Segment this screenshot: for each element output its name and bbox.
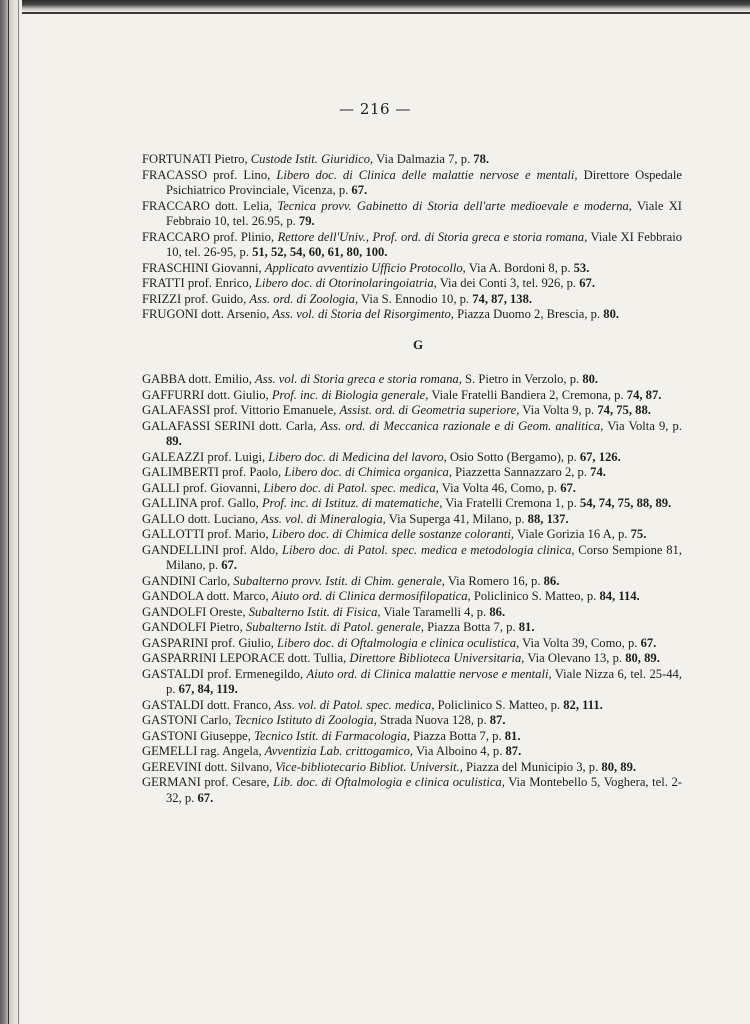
directory-entry (142, 388, 682, 404)
directory-entry (142, 152, 682, 168)
entry-pages: 75. (630, 527, 647, 541)
directory-entry (142, 620, 682, 636)
entry-name: GANDOLA dott. Marco, (142, 589, 269, 603)
entry-pages: 86. (489, 604, 506, 619)
entry-name: GASTONI Carlo, (142, 713, 232, 727)
entry-pages: 87. (505, 744, 522, 758)
entry-name: FRUGONI dott. Arsenio, (142, 307, 270, 321)
entry-address: Viale Gorizia 16 A, p. (514, 527, 631, 541)
directory-entry (142, 199, 682, 230)
entry-address: Via Volta 46, Como, p. (438, 480, 561, 495)
directory-entry (142, 496, 682, 512)
entry-role: Libero doc. di Patol. spec. medica e metodologia clinica, (281, 542, 575, 557)
directory-entry (142, 698, 682, 714)
entry-role: Libero doc. di Clinica delle malattie nervose e mentali, (276, 167, 578, 182)
directory-entry (142, 230, 682, 261)
entry-address: Via Fratelli Cremona 1, p. (442, 496, 580, 510)
entry-role: Prof. inc. di Biologia generale, (271, 387, 429, 402)
entry-role: Ass. vol. di Storia del Risorgimento, (272, 307, 454, 321)
entry-role: Ass. ord. di Meccanica razionale e di Geom. analitica, (320, 418, 604, 433)
entry-name: FORTUNATI Pietro, (142, 152, 248, 166)
entry-role: Lib. doc. di Oftalmologia e clinica oculistica, (273, 775, 505, 789)
entry-pages: 67. (560, 480, 576, 495)
entry-role: Libero doc. di Otorinolaringoiatria, (254, 276, 437, 290)
entry-role: Aiuto ord. di Clinica malattie nervose e mentali, (306, 666, 552, 681)
entry-address: Viale Nizza 6, tel. 25-44, p. (166, 666, 683, 696)
entry-role: Libero doc. di Oftalmologia e clinica oculistica, (276, 635, 520, 650)
entry-pages: 67, 84, 119. (178, 682, 238, 696)
directory-entry (142, 168, 682, 199)
directory-entry (142, 527, 682, 543)
entry-name: FRIZZI prof. Guido, (142, 291, 247, 306)
directory-entry (142, 729, 682, 745)
scan-top-edge (0, 0, 750, 12)
directory-entry (142, 543, 682, 574)
entry-pages: 87. (489, 713, 506, 727)
entry-pages: 67, 126. (579, 449, 621, 464)
entry-pages: 54, 74, 75, 88, 89. (579, 496, 672, 510)
entry-address: Viale XI Febbraio 10, tel. 26-95, p. (166, 229, 682, 259)
entry-role: Libero doc. di Patol. spec. medica, (263, 480, 439, 495)
entry-pages: 86. (543, 573, 560, 588)
entry-role: Libero doc. di Chimica organica, (284, 465, 453, 479)
section-letter-g: G (412, 336, 424, 352)
entry-pages: 74, 87. (626, 387, 662, 402)
entry-pages: 81. (504, 728, 521, 743)
entry-name: GALEAZZI prof. Luigi, (142, 449, 266, 464)
entry-address: Via Superga 41, Milano, p. (385, 511, 528, 526)
entry-address: Via Volta 9, p. (603, 418, 682, 433)
entry-role: Ass. ord. di Zoologia, (249, 291, 359, 306)
directory-entry (142, 481, 682, 497)
entry-name: GALIMBERTI prof. Paolo, (142, 465, 282, 479)
entry-name: GANDINI Carlo, (142, 573, 231, 588)
entry-address: Via Romero 16, p. (444, 573, 544, 588)
entry-pages: 89. (166, 434, 182, 448)
entry-role: Subalterno provv. Istit. di Chim. generale, (233, 573, 445, 588)
scan-top-rule (18, 12, 750, 14)
directory-entry (142, 605, 682, 621)
directory-entry (142, 744, 682, 760)
entry-name: GALAFASSI SERINI dott. Carla, (142, 418, 317, 433)
entry-address: Piazza del Municipio 3, p. (462, 759, 602, 774)
entry-pages: 67. (640, 635, 657, 650)
entry-address: Via Alboino 4, p. (413, 744, 506, 758)
entry-role: Libero doc. di Chimica delle sostanze coloranti, (271, 527, 515, 541)
directory-entry (142, 589, 682, 605)
entry-address: S. Pietro in Verzolo, p. (461, 372, 583, 386)
directory-entry (142, 636, 682, 652)
entry-pages: 84, 114. (599, 589, 640, 603)
entry-pages: 78. (473, 152, 490, 166)
entry-address: Via dei Conti 3, tel. 926, p. (436, 276, 580, 290)
entry-address: Viale XI Febbraio 10, tel. 26.95, p. (166, 198, 682, 228)
entry-role: Libero doc. di Medicina del lavoro, (268, 449, 447, 464)
entry-address: Policlinico S. Matteo, p. (434, 697, 564, 712)
directory-entry (142, 276, 682, 292)
entry-role: Aiuto ord. di Clinica dermosifilopatica, (271, 589, 471, 603)
entry-name: FRACASSO prof. Lino, (142, 167, 271, 182)
entry-name: FRASCHINI Giovanni, (142, 260, 262, 275)
entry-name: GERMANI prof. Cesare, (142, 775, 270, 789)
entry-pages: 67. (351, 183, 368, 197)
entry-role: Ass. vol. di Mineralogia, (261, 511, 386, 526)
entry-name: GANDOLFI Pietro, (142, 620, 243, 634)
entry-address: Osio Sotto (Bergamo), p. (446, 449, 580, 464)
entry-name: GANDELLINI prof. Aldo, (142, 542, 279, 557)
entry-role: Tecnico Istituto di Zoologia, (234, 713, 377, 727)
directory-entry (142, 403, 682, 419)
entry-pages: 67. (579, 276, 595, 290)
entry-address: Corso Sempione 81, Milano, p. (166, 542, 682, 572)
entry-name: FRACCARO prof. Plinio, (142, 229, 275, 244)
entry-name: FRATTI prof. Enrico, (142, 276, 252, 290)
entry-pages: 51, 52, 54, 60, 61, 80, 100. (252, 245, 388, 259)
entry-role: Tecnico Istit. di Farmacologia, (254, 728, 410, 743)
directory-entry (142, 450, 682, 466)
entry-name: GASTALDI prof. Ermenegildo, (142, 666, 304, 681)
entry-pages: 80, 89. (625, 651, 660, 665)
entry-name: GASPARINI prof. Giulio, (142, 635, 274, 650)
section-f (142, 152, 682, 323)
entry-role: Ass. vol. di Patol. spec. medica, (274, 697, 435, 712)
directory-entry (142, 419, 682, 450)
entry-name: GALLINA prof. Gallo, (142, 496, 259, 510)
directory-entry (142, 261, 682, 277)
entry-role: Avventizia Lab. crittogamico, (264, 744, 414, 758)
entry-pages: 53. (573, 260, 590, 275)
entry-pages: 79. (298, 214, 315, 228)
entry-name: GALAFASSI prof. Vittorio Emanuele, (142, 403, 337, 417)
entry-role: Subalterno Istit. di Fisica, (248, 604, 381, 619)
entry-name: GANDOLFI Oreste, (142, 604, 246, 619)
entry-address: Via S. Ennodio 10, p. (358, 291, 473, 306)
entry-role: Custode Istit. Giuridico, (250, 152, 374, 166)
directory-entry (142, 372, 682, 388)
entry-address: Via Volta 39, Como, p. (519, 635, 641, 650)
directory-entry (142, 713, 682, 729)
page-number: — 216 — (339, 100, 411, 118)
directory-entry (142, 667, 682, 698)
directory-entry (142, 465, 682, 481)
entry-name: GALLO dott. Luciano, (142, 511, 259, 526)
entry-pages: 74, 87, 138. (472, 291, 533, 306)
entry-role: Direttore Biblioteca Universitaria, (349, 651, 525, 665)
entry-name: GAFFURRI dott. Giulio, (142, 387, 269, 402)
entry-address: Piazza Botta 7, p. (423, 620, 519, 634)
directory-entry (142, 512, 682, 528)
entry-name: GALLI prof. Giovanni, (142, 480, 261, 495)
entry-pages: 74. (590, 465, 606, 479)
entry-address: Piazza Duomo 2, Brescia, p. (453, 307, 604, 321)
entry-pages: 80. (603, 307, 620, 321)
entry-pages: 82, 111. (563, 697, 603, 712)
directory-entry (142, 651, 682, 667)
entry-role: Rettore dell'Univ., Prof. ord. di Storia greca e storia romana, (277, 229, 588, 244)
entry-pages: 80, 89. (601, 759, 637, 774)
entry-name: GEMELLI rag. Angela, (142, 744, 262, 758)
directory-entry (142, 760, 682, 776)
entry-address: Via Montebello 5, Voghera, tel. 2-32, p. (166, 775, 682, 805)
entry-pages: 74, 75, 88. (597, 403, 651, 417)
entry-pages: 80. (582, 372, 599, 386)
entry-pages: 67. (197, 790, 214, 805)
entry-address: Via A. Bordoni 8, p. (465, 260, 574, 275)
scan-binding-line-inner (18, 0, 19, 1024)
directory-entry (142, 307, 682, 323)
entry-address: Viale Fratelli Bandiera 2, Cremona, p. (428, 387, 627, 402)
directory-entry (142, 574, 682, 590)
entry-pages: 67. (221, 558, 238, 572)
entry-address: Piazzetta Sannazzaro 2, p. (452, 465, 591, 479)
entry-name: GALLOTTI prof. Mario, (142, 527, 269, 541)
entry-address: Policlinico S. Matteo, p. (470, 589, 600, 603)
entry-pages: 81. (518, 620, 535, 634)
directory-entry (142, 775, 682, 806)
entry-role: Ass. vol. di Storia greca e storia romana, (255, 372, 462, 386)
entry-role: Prof. inc. di Istituz. di matematiche, (261, 496, 443, 510)
entry-address: Viale Taramelli 4, p. (380, 604, 490, 619)
entry-name: GEREVINI dott. Silvano, (142, 759, 273, 774)
entry-role: Subalterno Istit. di Patol. generale, (245, 620, 424, 634)
entry-name: GASPARRINI LEPORACE dott. Tullia, (142, 651, 347, 665)
section-g (142, 372, 682, 806)
entry-role: Applicato avventizio Ufficio Protocollo, (264, 260, 466, 275)
directory-entries (142, 152, 682, 806)
scan-binding-line (8, 0, 9, 1024)
entry-role: Assist. ord. di Geometria superiore, (339, 403, 520, 417)
entry-address: Via Olevano 13, p. (524, 651, 626, 665)
entry-role: Tecnica provv. Gabinetto di Storia dell'arte medioevale e moderna, (277, 198, 632, 213)
entry-name: FRACCARO dott. Lelia, (142, 198, 273, 213)
entry-role: Vice-bibliotecario Bibliot. Universit., (275, 759, 463, 774)
entry-address: Via Dalmazia 7, p. (373, 152, 474, 166)
entry-name: GABBA dott. Emilio, (142, 372, 252, 386)
directory-entry (142, 292, 682, 308)
entry-name: GASTALDI dott. Franco, (142, 697, 272, 712)
entry-address: Direttore Ospedale Psichiatrico Provinciale, Vicenza, p. (166, 167, 682, 197)
entry-pages: 88, 137. (527, 511, 569, 526)
entry-name: GASTONI Giuseppe, (142, 728, 251, 743)
entry-address: Strada Nuova 128, p. (376, 713, 490, 727)
entry-address: Via Volta 9, p. (519, 403, 598, 417)
entry-address: Piazza Botta 7, p. (409, 728, 505, 743)
